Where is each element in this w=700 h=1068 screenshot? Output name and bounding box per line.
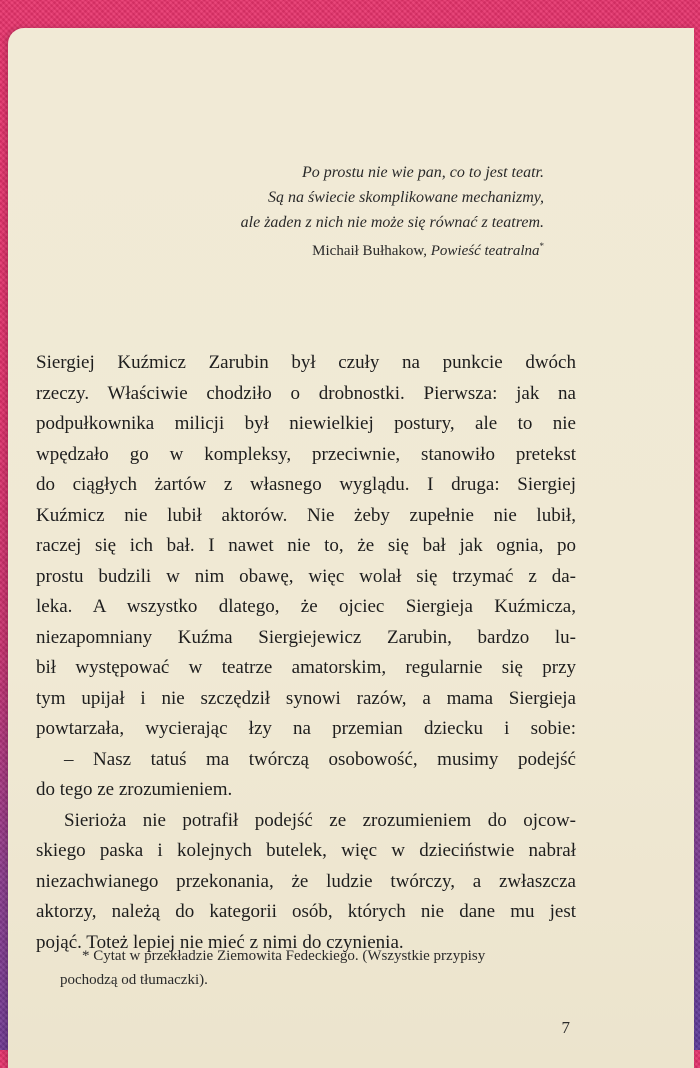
footnote	[60, 944, 590, 992]
epigraph-author: Michaił Bułhakow,	[312, 243, 427, 259]
text-line: powtarzała, wycierając łzy na przemian dziecku i sobie:	[36, 718, 576, 739]
epigraph-line: Po prostu nie wie pan, co to jest teatr.	[301, 164, 544, 181]
epigraph-attribution	[241, 241, 544, 260]
text-line: bił występować w teatrze amatorskim, regularnie się przy	[36, 657, 576, 678]
epigraph	[241, 160, 544, 260]
footnote-line: * Cytat w przekładzie Ziemowita Fedeckiego. (Wszystkie przypisy	[82, 948, 486, 964]
text-line: Sierioża nie potrafił podejść ze zrozumieniem do ojcow-	[64, 809, 576, 831]
text-line: niezapomniany Kuźma Siergiejewicz Zarubin, bardzo lu-	[36, 626, 576, 648]
footnote-mark: *	[539, 241, 544, 251]
text-line: do tego ze zrozumieniem.	[36, 779, 233, 800]
text-line: skiego paska i kolejnych butelek, więc w dzieciństwie nabrał	[36, 840, 576, 861]
body-text	[36, 348, 576, 958]
text-line: do ciągłych żartów z własnego wyglądu. I druga: Siergiej	[36, 474, 576, 495]
text-line: rzeczy. Właściwie chodziło o drobnostki. Pierwsza: jak na	[36, 382, 576, 404]
epigraph-work-title: Powieść teatralna	[430, 243, 540, 259]
text-line: wpędzało go w kompleksy, przeciwnie, stanowiło pretekst	[36, 443, 576, 465]
text-line: niezachwianego przekonania, że ludzie twórczy, a zwłaszcza	[36, 870, 576, 892]
text-line: Kuźmicz nie lubił aktorów. Nie żeby zupełnie nie lubił,	[36, 504, 576, 526]
text-line: aktorzy, należą do kategorii osób, których nie dane mu jest	[36, 901, 576, 922]
text-line: podpułkownika milicji był niewielkiej postury, ale to nie	[36, 413, 576, 434]
page-number: 7	[561, 1018, 570, 1037]
text-line: prostu budzili w nim obawę, więc wolał się trzymać z da-	[36, 565, 576, 587]
text-line: Siergiej Kuźmicz Zarubin był czuły na punkcie dwóch	[36, 352, 576, 373]
text-line: leka. A wszystko dlatego, że ojciec Siergieja Kuźmicza,	[36, 596, 576, 617]
epigraph-line: Są na świecie skomplikowane mechanizmy,	[268, 189, 544, 206]
text-line: – Nasz tatuś ma twórczą osobowość, musimy podejść	[64, 748, 576, 770]
text-line: raczej się ich bał. I nawet nie to, że się bał jak ognia, po	[36, 535, 576, 556]
footnote-line: pochodzą od tłumaczki).	[60, 972, 208, 988]
epigraph-line: ale żaden z nich nie może się równać z teatrem.	[240, 214, 544, 231]
text-line: pojąć. Toteż lepiej nie mieć z nimi do czynienia.	[36, 931, 404, 953]
text-line: tym upijał i nie szczędził synowi razów, a mama Siergieja	[36, 687, 576, 709]
